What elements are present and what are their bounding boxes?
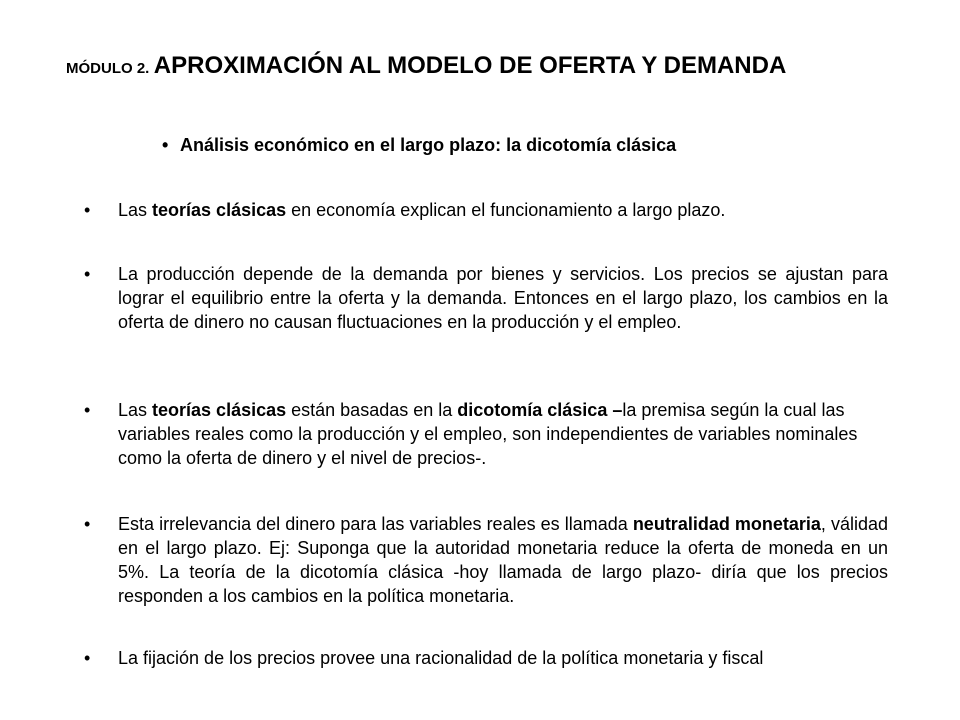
bullet-marker: • xyxy=(84,264,91,284)
slide-title xyxy=(66,52,926,80)
module-label: MÓDULO 2. xyxy=(66,60,150,77)
bullet-bold-text: dicotomía clásica – xyxy=(457,400,623,420)
bullet-marker: • xyxy=(84,200,91,220)
bullet-text: Las xyxy=(118,200,153,220)
bullet-item-1 xyxy=(84,198,888,222)
bullet-bold-text: teorías clásicas xyxy=(152,400,287,420)
bullet-text: la premisa según la cual las variables reales como la producción y el empleo, son independientes de variables nominales como la oferta de dinero y el nivel de precios-. xyxy=(118,400,858,468)
bullet-text: en economía explican el funcionamiento a largo plazo. xyxy=(286,200,726,220)
title-text: APROXIMACIÓN AL MODELO DE OFERTA Y DEMANDA xyxy=(153,52,787,79)
bullet-text: La producción depende de la demanda por bienes y servicios. Los precios se ajustan para lograr el equilibrio entre la oferta y la demanda. Entonces en el largo plazo, los cambios en la oferta de dinero no causan fluctuaciones en la producción y el empleo. xyxy=(118,264,888,332)
bullet-text: Las xyxy=(118,400,153,420)
bullet-item-4 xyxy=(84,512,889,608)
subtitle-text: Análisis económico en el largo plazo: la dicotomía clásica xyxy=(180,135,677,155)
bullet-text: Esta irrelevancia del dinero para las variables reales es llamada xyxy=(118,514,633,534)
bullet-marker: • xyxy=(84,648,91,668)
subtitle xyxy=(162,135,880,156)
bullet-item-3 xyxy=(84,398,888,470)
bullet-bold-text: neutralidad monetaria xyxy=(632,514,821,534)
bullet-marker: • xyxy=(84,400,91,420)
bullet-text: están basadas en la xyxy=(286,400,458,420)
bullet-marker: • xyxy=(162,135,169,155)
bullet-bold-text: teorías clásicas xyxy=(152,200,287,220)
bullet-text: La fijación de los precios provee una racionalidad de la política monetaria y fiscal xyxy=(118,648,764,668)
bullet-item-2 xyxy=(84,262,888,334)
bullet-item-5 xyxy=(84,646,888,670)
bullet-marker: • xyxy=(84,514,91,534)
bullet-text: , válidad en el largo plazo. Ej: Suponga que la autoridad monetaria reduce la oferta de moneda en un 5%. La teoría de la dicotomía clásica -hoy llamada de largo plazo- diría que los precios responden a los cambios en la política monetaria. xyxy=(118,514,889,606)
